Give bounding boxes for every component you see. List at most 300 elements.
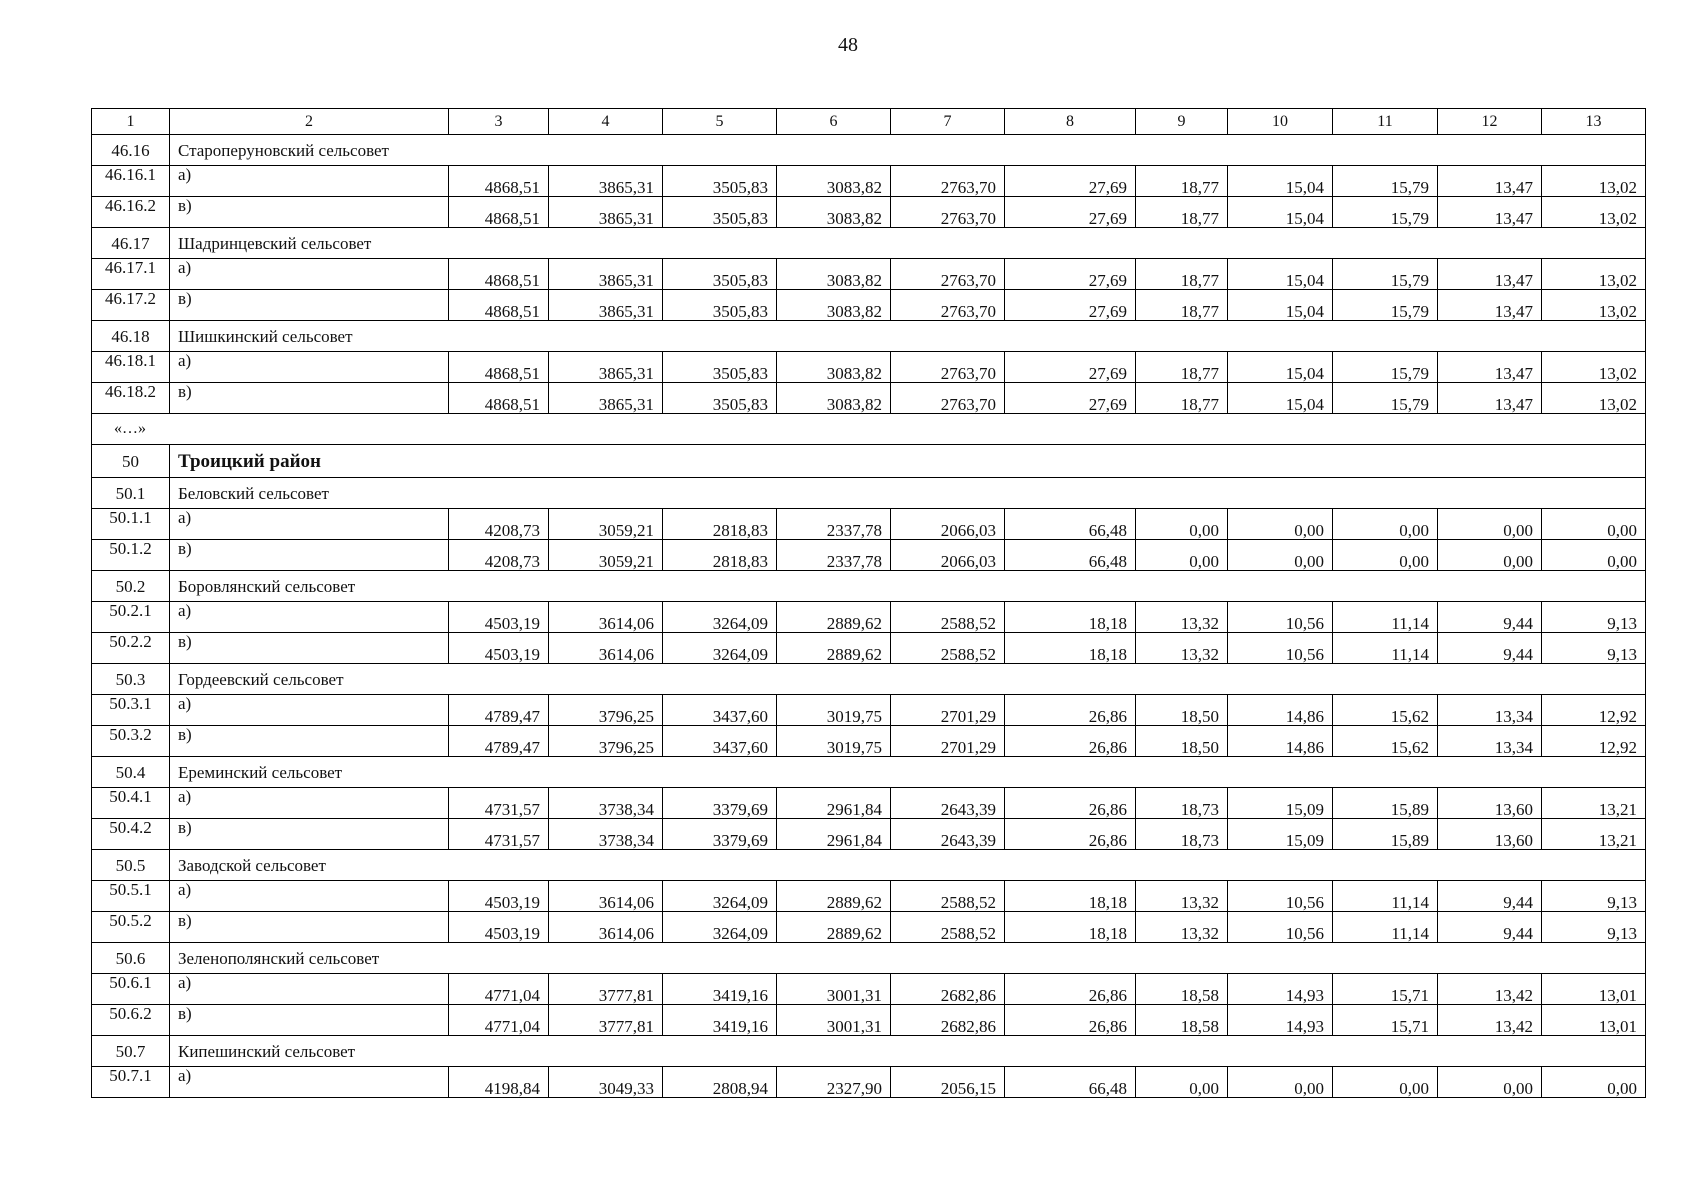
value-cell: 13,32 [1136, 912, 1228, 943]
table-body [92, 109, 1646, 1098]
value-cell: 0,00 [1438, 1067, 1542, 1098]
value-cell: 3083,82 [777, 197, 891, 228]
value-cell: 18,73 [1136, 819, 1228, 850]
table-row [92, 912, 1646, 943]
value-cell: 9,44 [1438, 912, 1542, 943]
column-number-cell: 11 [1333, 109, 1438, 135]
value-cell: 3083,82 [777, 352, 891, 383]
value-cell: 4503,19 [449, 881, 549, 912]
value-cell: 9,13 [1542, 633, 1646, 664]
value-cell: 26,86 [1005, 819, 1136, 850]
table-row [92, 726, 1646, 757]
value-cell: 4208,73 [449, 509, 549, 540]
value-cell: 3865,31 [549, 290, 663, 321]
value-cell: 0,00 [1228, 509, 1333, 540]
value-cell: 18,77 [1136, 259, 1228, 290]
section-name: Ереминский сельсовет [170, 757, 1646, 788]
value-cell: 13,02 [1542, 259, 1646, 290]
table-row [92, 788, 1646, 819]
value-cell: 0,00 [1228, 540, 1333, 571]
column-number-cell: 2 [170, 109, 449, 135]
value-cell: 15,04 [1228, 197, 1333, 228]
value-cell: 3019,75 [777, 695, 891, 726]
value-cell: 2588,52 [891, 633, 1005, 664]
value-cell: 27,69 [1005, 290, 1136, 321]
value-cell: 15,71 [1333, 974, 1438, 1005]
value-cell: 26,86 [1005, 1005, 1136, 1036]
section-name: Беловский сельсовет [170, 478, 1646, 509]
value-cell: 15,79 [1333, 352, 1438, 383]
value-cell: 18,77 [1136, 166, 1228, 197]
value-cell: 2066,03 [891, 509, 1005, 540]
value-cell: 0,00 [1542, 509, 1646, 540]
value-cell: 15,79 [1333, 166, 1438, 197]
value-cell: 13,32 [1136, 602, 1228, 633]
section-name: Гордеевский сельсовет [170, 664, 1646, 695]
value-cell: 3083,82 [777, 166, 891, 197]
value-cell: 4208,73 [449, 540, 549, 571]
value-cell: 2889,62 [777, 602, 891, 633]
value-cell: 18,77 [1136, 197, 1228, 228]
value-cell: 15,62 [1333, 726, 1438, 757]
row-label: а) [170, 352, 449, 383]
value-cell: 2763,70 [891, 197, 1005, 228]
value-cell: 0,00 [1228, 1067, 1333, 1098]
value-cell: 4503,19 [449, 633, 549, 664]
value-cell: 2337,78 [777, 540, 891, 571]
value-cell: 18,18 [1005, 912, 1136, 943]
value-cell: 3505,83 [663, 352, 777, 383]
tariff-table [91, 108, 1646, 1098]
column-number-cell: 6 [777, 109, 891, 135]
column-number-cell: 8 [1005, 109, 1136, 135]
section-row [92, 850, 1646, 881]
value-cell: 26,86 [1005, 695, 1136, 726]
value-cell: 4771,04 [449, 1005, 549, 1036]
section-code: 50.4 [92, 757, 170, 788]
value-cell: 15,89 [1333, 819, 1438, 850]
value-cell: 3049,33 [549, 1067, 663, 1098]
table-row [92, 540, 1646, 571]
value-cell: 3614,06 [549, 602, 663, 633]
value-cell: 3865,31 [549, 197, 663, 228]
row-label: а) [170, 1067, 449, 1098]
value-cell: 3505,83 [663, 166, 777, 197]
value-cell: 3083,82 [777, 383, 891, 414]
value-cell: 3614,06 [549, 912, 663, 943]
table-row [92, 290, 1646, 321]
value-cell: 2682,86 [891, 1005, 1005, 1036]
value-cell: 13,21 [1542, 788, 1646, 819]
value-cell: 18,77 [1136, 383, 1228, 414]
value-cell: 0,00 [1136, 1067, 1228, 1098]
value-cell: 13,42 [1438, 974, 1542, 1005]
value-cell: 4198,84 [449, 1067, 549, 1098]
row-label: а) [170, 259, 449, 290]
value-cell: 3505,83 [663, 259, 777, 290]
value-cell: 4868,51 [449, 166, 549, 197]
value-cell: 15,04 [1228, 352, 1333, 383]
row-label: в) [170, 290, 449, 321]
value-cell: 3614,06 [549, 633, 663, 664]
value-cell: 3083,82 [777, 259, 891, 290]
value-cell: 4868,51 [449, 383, 549, 414]
page-number: 48 [838, 34, 858, 56]
value-cell: 14,86 [1228, 726, 1333, 757]
column-number-cell: 10 [1228, 109, 1333, 135]
column-number-cell: 12 [1438, 109, 1542, 135]
table-row [92, 166, 1646, 197]
value-cell: 18,77 [1136, 352, 1228, 383]
section-name: Боровлянский сельсовет [170, 571, 1646, 602]
row-label: в) [170, 633, 449, 664]
table-row [92, 509, 1646, 540]
value-cell: 18,50 [1136, 695, 1228, 726]
value-cell: 66,48 [1005, 1067, 1136, 1098]
value-cell: 3001,31 [777, 974, 891, 1005]
value-cell: 3865,31 [549, 383, 663, 414]
value-cell: 2588,52 [891, 602, 1005, 633]
column-number-cell: 7 [891, 109, 1005, 135]
value-cell: 2763,70 [891, 259, 1005, 290]
value-cell: 9,13 [1542, 881, 1646, 912]
value-cell: 15,04 [1228, 290, 1333, 321]
value-cell: 18,77 [1136, 290, 1228, 321]
row-code: 46.18.2 [92, 383, 170, 414]
value-cell: 15,79 [1333, 197, 1438, 228]
section-row [92, 664, 1646, 695]
value-cell: 26,86 [1005, 726, 1136, 757]
value-cell: 13,60 [1438, 788, 1542, 819]
row-code: 50.4.1 [92, 788, 170, 819]
row-code: 50.6.1 [92, 974, 170, 1005]
value-cell: 15,04 [1228, 259, 1333, 290]
row-code: 50.3.1 [92, 695, 170, 726]
value-cell: 0,00 [1542, 540, 1646, 571]
value-cell: 2889,62 [777, 912, 891, 943]
value-cell: 3083,82 [777, 290, 891, 321]
table-row [92, 819, 1646, 850]
table-row [92, 1005, 1646, 1036]
value-cell: 3865,31 [549, 166, 663, 197]
value-cell: 15,04 [1228, 166, 1333, 197]
value-cell: 27,69 [1005, 166, 1136, 197]
value-cell: 4503,19 [449, 912, 549, 943]
value-cell: 11,14 [1333, 633, 1438, 664]
row-label: в) [170, 819, 449, 850]
value-cell: 13,47 [1438, 259, 1542, 290]
section-code: 50.1 [92, 478, 170, 509]
value-cell: 18,73 [1136, 788, 1228, 819]
section-code: 50.6 [92, 943, 170, 974]
value-cell: 3777,81 [549, 1005, 663, 1036]
value-cell: 10,56 [1228, 912, 1333, 943]
row-label: в) [170, 383, 449, 414]
section-row [92, 757, 1646, 788]
row-code: 50.7.1 [92, 1067, 170, 1098]
value-cell: 13,21 [1542, 819, 1646, 850]
value-cell: 4503,19 [449, 602, 549, 633]
value-cell: 0,00 [1333, 540, 1438, 571]
value-cell: 2643,39 [891, 788, 1005, 819]
omission-row [92, 414, 1646, 445]
value-cell: 3059,21 [549, 509, 663, 540]
column-number-cell: 13 [1542, 109, 1646, 135]
section-row [92, 1036, 1646, 1067]
value-cell: 2682,86 [891, 974, 1005, 1005]
value-cell: 3059,21 [549, 540, 663, 571]
value-cell: 9,44 [1438, 633, 1542, 664]
column-number-row [92, 109, 1646, 135]
value-cell: 13,32 [1136, 881, 1228, 912]
value-cell: 3379,69 [663, 788, 777, 819]
value-cell: 3264,09 [663, 881, 777, 912]
district-name: Троицкий район [170, 445, 1646, 478]
value-cell: 13,47 [1438, 290, 1542, 321]
value-cell: 4868,51 [449, 290, 549, 321]
value-cell: 12,92 [1542, 726, 1646, 757]
row-code: 50.5.2 [92, 912, 170, 943]
row-code: 46.17.1 [92, 259, 170, 290]
section-name: Староперуновский сельсовет [170, 135, 1646, 166]
row-code: 50.2.1 [92, 602, 170, 633]
value-cell: 2818,83 [663, 540, 777, 571]
table-row [92, 602, 1646, 633]
section-code: 46.18 [92, 321, 170, 352]
row-label: а) [170, 602, 449, 633]
value-cell: 13,47 [1438, 383, 1542, 414]
value-cell: 2337,78 [777, 509, 891, 540]
section-name: Заводской сельсовет [170, 850, 1646, 881]
value-cell: 13,60 [1438, 819, 1542, 850]
value-cell: 3738,34 [549, 819, 663, 850]
value-cell: 3777,81 [549, 974, 663, 1005]
value-cell: 13,42 [1438, 1005, 1542, 1036]
value-cell: 3865,31 [549, 352, 663, 383]
row-label: а) [170, 881, 449, 912]
row-code: 50.5.1 [92, 881, 170, 912]
section-row [92, 321, 1646, 352]
value-cell: 2643,39 [891, 819, 1005, 850]
value-cell: 18,50 [1136, 726, 1228, 757]
column-number-cell: 3 [449, 109, 549, 135]
value-cell: 4868,51 [449, 352, 549, 383]
row-code: 50.1.2 [92, 540, 170, 571]
value-cell: 26,86 [1005, 974, 1136, 1005]
value-cell: 2889,62 [777, 881, 891, 912]
value-cell: 2808,94 [663, 1067, 777, 1098]
value-cell: 2056,15 [891, 1067, 1005, 1098]
value-cell: 13,02 [1542, 290, 1646, 321]
value-cell: 3796,25 [549, 726, 663, 757]
section-name: Шишкинский сельсовет [170, 321, 1646, 352]
value-cell: 9,44 [1438, 881, 1542, 912]
value-cell: 3505,83 [663, 290, 777, 321]
value-cell: 3738,34 [549, 788, 663, 819]
value-cell: 2818,83 [663, 509, 777, 540]
value-cell: 13,32 [1136, 633, 1228, 664]
value-cell: 3419,16 [663, 974, 777, 1005]
value-cell: 27,69 [1005, 383, 1136, 414]
omission-mark: «…» [92, 414, 1646, 445]
value-cell: 14,86 [1228, 695, 1333, 726]
row-label: а) [170, 974, 449, 1005]
value-cell: 18,58 [1136, 974, 1228, 1005]
value-cell: 3001,31 [777, 1005, 891, 1036]
row-code: 46.16.1 [92, 166, 170, 197]
row-label: в) [170, 726, 449, 757]
table-row [92, 1067, 1646, 1098]
value-cell: 26,86 [1005, 788, 1136, 819]
row-code: 50.6.2 [92, 1005, 170, 1036]
value-cell: 3437,60 [663, 726, 777, 757]
value-cell: 3796,25 [549, 695, 663, 726]
value-cell: 13,47 [1438, 197, 1542, 228]
value-cell: 4771,04 [449, 974, 549, 1005]
value-cell: 13,02 [1542, 197, 1646, 228]
value-cell: 15,71 [1333, 1005, 1438, 1036]
value-cell: 13,34 [1438, 726, 1542, 757]
row-label: в) [170, 197, 449, 228]
value-cell: 14,93 [1228, 1005, 1333, 1036]
value-cell: 15,09 [1228, 819, 1333, 850]
value-cell: 0,00 [1542, 1067, 1646, 1098]
value-cell: 12,92 [1542, 695, 1646, 726]
table-row [92, 695, 1646, 726]
value-cell: 66,48 [1005, 540, 1136, 571]
row-label: а) [170, 695, 449, 726]
value-cell: 18,18 [1005, 602, 1136, 633]
value-cell: 3614,06 [549, 881, 663, 912]
row-code: 50.3.2 [92, 726, 170, 757]
value-cell: 11,14 [1333, 912, 1438, 943]
value-cell: 2889,62 [777, 633, 891, 664]
value-cell: 13,02 [1542, 383, 1646, 414]
value-cell: 0,00 [1333, 1067, 1438, 1098]
value-cell: 18,18 [1005, 633, 1136, 664]
value-cell: 15,04 [1228, 383, 1333, 414]
value-cell: 13,02 [1542, 352, 1646, 383]
row-label: а) [170, 788, 449, 819]
value-cell: 11,14 [1333, 602, 1438, 633]
section-name: Шадринцевский сельсовет [170, 228, 1646, 259]
table-row [92, 383, 1646, 414]
section-row [92, 943, 1646, 974]
value-cell: 66,48 [1005, 509, 1136, 540]
value-cell: 2588,52 [891, 881, 1005, 912]
value-cell: 2701,29 [891, 695, 1005, 726]
value-cell: 3419,16 [663, 1005, 777, 1036]
column-number-cell: 4 [549, 109, 663, 135]
value-cell: 13,01 [1542, 974, 1646, 1005]
table-row [92, 259, 1646, 290]
value-cell: 27,69 [1005, 352, 1136, 383]
value-cell: 15,79 [1333, 290, 1438, 321]
value-cell: 3437,60 [663, 695, 777, 726]
section-code: 46.16 [92, 135, 170, 166]
value-cell: 13,47 [1438, 166, 1542, 197]
table-row [92, 352, 1646, 383]
value-cell: 2588,52 [891, 912, 1005, 943]
value-cell: 4789,47 [449, 726, 549, 757]
row-label: а) [170, 509, 449, 540]
value-cell: 11,14 [1333, 881, 1438, 912]
value-cell: 3505,83 [663, 197, 777, 228]
value-cell: 4789,47 [449, 695, 549, 726]
value-cell: 27,69 [1005, 197, 1136, 228]
section-name: Зеленополянский сельсовет [170, 943, 1646, 974]
section-name: Кипешинский сельсовет [170, 1036, 1646, 1067]
value-cell: 0,00 [1438, 540, 1542, 571]
section-code: 50 [92, 445, 170, 478]
value-cell: 3019,75 [777, 726, 891, 757]
value-cell: 0,00 [1438, 509, 1542, 540]
section-row [92, 135, 1646, 166]
value-cell: 4731,57 [449, 819, 549, 850]
value-cell: 4868,51 [449, 259, 549, 290]
value-cell: 2701,29 [891, 726, 1005, 757]
value-cell: 2961,84 [777, 788, 891, 819]
value-cell: 2327,90 [777, 1067, 891, 1098]
row-code: 50.4.2 [92, 819, 170, 850]
table-row [92, 197, 1646, 228]
row-code: 50.2.2 [92, 633, 170, 664]
value-cell: 10,56 [1228, 633, 1333, 664]
value-cell: 18,18 [1005, 881, 1136, 912]
value-cell: 4731,57 [449, 788, 549, 819]
value-cell: 13,02 [1542, 166, 1646, 197]
table-row [92, 633, 1646, 664]
row-code: 46.18.1 [92, 352, 170, 383]
value-cell: 2763,70 [891, 383, 1005, 414]
value-cell: 13,47 [1438, 352, 1542, 383]
value-cell: 15,09 [1228, 788, 1333, 819]
row-code: 50.1.1 [92, 509, 170, 540]
value-cell: 9,44 [1438, 602, 1542, 633]
value-cell: 2763,70 [891, 166, 1005, 197]
value-cell: 18,58 [1136, 1005, 1228, 1036]
value-cell: 15,62 [1333, 695, 1438, 726]
column-number-cell: 5 [663, 109, 777, 135]
value-cell: 3505,83 [663, 383, 777, 414]
value-cell: 2066,03 [891, 540, 1005, 571]
value-cell: 13,34 [1438, 695, 1542, 726]
value-cell: 15,89 [1333, 788, 1438, 819]
column-number-cell: 9 [1136, 109, 1228, 135]
column-number-cell: 1 [92, 109, 170, 135]
section-row [92, 478, 1646, 509]
section-code: 46.17 [92, 228, 170, 259]
value-cell: 10,56 [1228, 602, 1333, 633]
value-cell: 27,69 [1005, 259, 1136, 290]
section-code: 50.5 [92, 850, 170, 881]
table-row [92, 974, 1646, 1005]
value-cell: 9,13 [1542, 912, 1646, 943]
value-cell: 9,13 [1542, 602, 1646, 633]
row-code: 46.16.2 [92, 197, 170, 228]
value-cell: 0,00 [1136, 509, 1228, 540]
value-cell: 0,00 [1333, 509, 1438, 540]
district-row [92, 445, 1646, 478]
value-cell: 4868,51 [449, 197, 549, 228]
value-cell: 2763,70 [891, 290, 1005, 321]
value-cell: 10,56 [1228, 881, 1333, 912]
value-cell: 14,93 [1228, 974, 1333, 1005]
value-cell: 0,00 [1136, 540, 1228, 571]
value-cell: 3264,09 [663, 912, 777, 943]
row-label: в) [170, 1005, 449, 1036]
row-code: 46.17.2 [92, 290, 170, 321]
